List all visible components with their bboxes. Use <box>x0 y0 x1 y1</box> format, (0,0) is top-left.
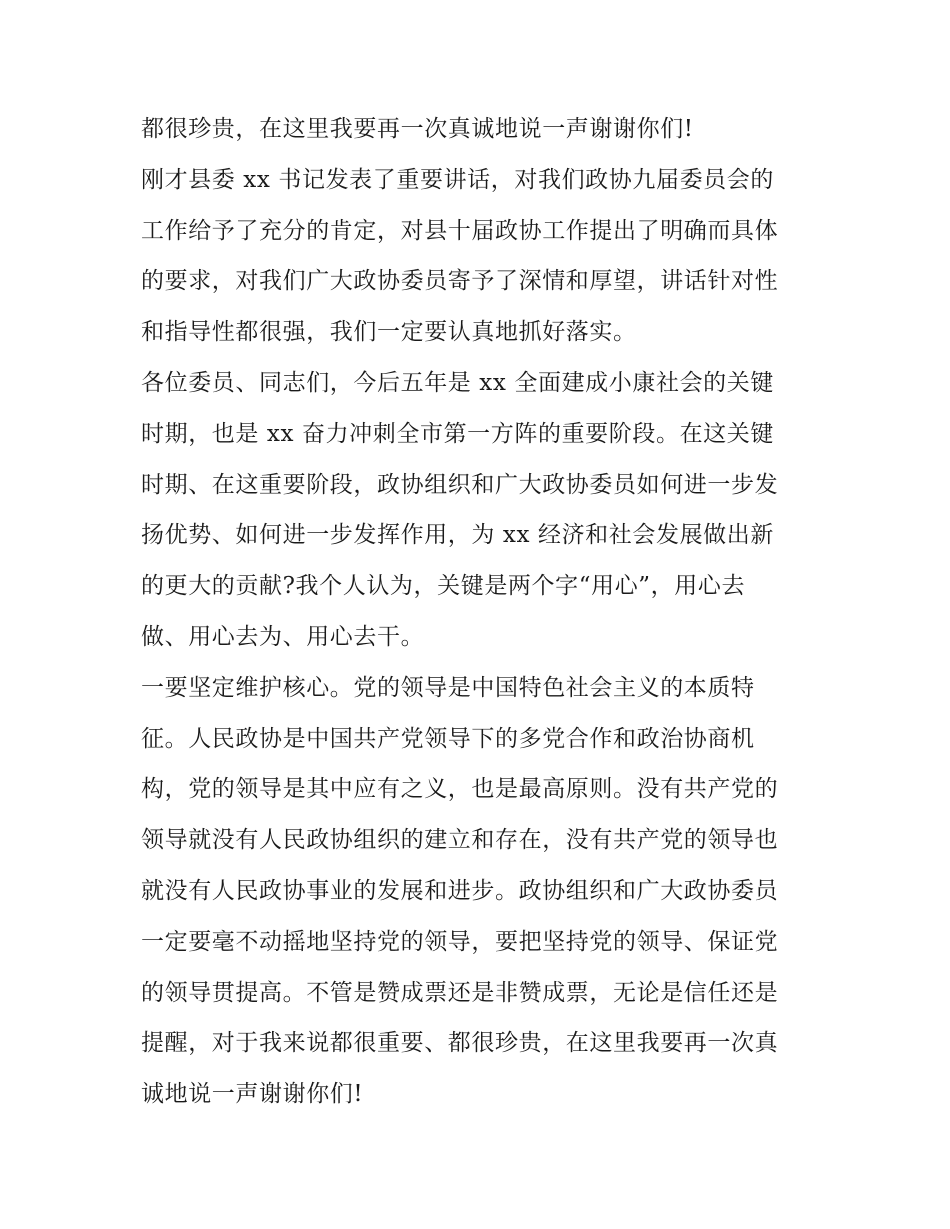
text-line: 刚才县委 xx 书记发表了重要讲话，对我们政协九届委员会的 <box>141 166 774 193</box>
text-line: 工作给予了充分的肯定，对县十届政协工作提出了明确而具体 <box>141 217 779 244</box>
text-line: 的更大的贡献?我个人认为，关键是两个字“用心”，用心去 <box>141 573 746 600</box>
text-line: 和指导性都很强，我们一定要认真地抓好落实。 <box>141 319 637 346</box>
text-line: 征。人民政协是中国共产党领导下的多党合作和政治协商机 <box>141 725 755 752</box>
text-line: 都很珍贵，在这里我要再一次真诚地说一声谢谢你们! <box>141 116 694 142</box>
text-line: 构，党的领导是其中应有之义，也是最高原则。没有共产党的 <box>141 776 779 803</box>
text-line: 一定要毫不动摇地坚持党的领导，要把坚持党的领导、保证党 <box>141 928 779 955</box>
text-line: 扬优势、如何进一步发挥作用，为 xx 经济和社会发展做出新 <box>141 522 774 549</box>
text-line: 的领导贯提高。不管是赞成票还是非赞成票，无论是信任还是 <box>141 979 779 1006</box>
text-line: 做、用心去为、用心去干。 <box>141 623 425 650</box>
text-line: 时期，也是 xx 奋力冲刺全市第一方阵的重要阶段。在这关键 <box>141 420 774 447</box>
text-line: 提醒，对于我来说都很重要、都很珍贵，在这里我要再一次真 <box>141 1030 779 1057</box>
text-line: 领导就没有人民政协组织的建立和存在，没有共产党的领导也 <box>141 827 779 854</box>
text-line: 一要坚定维护核心。党的领导是中国特色社会主义的本质特 <box>141 674 755 701</box>
text-line: 时期、在这重要阶段，政协组织和广大政协委员如何进一步发 <box>141 471 779 498</box>
text-line: 就没有人民政协事业的发展和进步。政协组织和广大政协委员 <box>141 877 779 904</box>
text-line: 的要求，对我们广大政协委员寄予了深情和厚望，讲话针对性 <box>141 268 779 295</box>
document-body <box>141 104 821 1120</box>
text-line: 各位委员、同志们，今后五年是 xx 全面建成小康社会的关键 <box>141 369 774 396</box>
text-line: 诚地说一声谢谢你们! <box>141 1081 364 1108</box>
